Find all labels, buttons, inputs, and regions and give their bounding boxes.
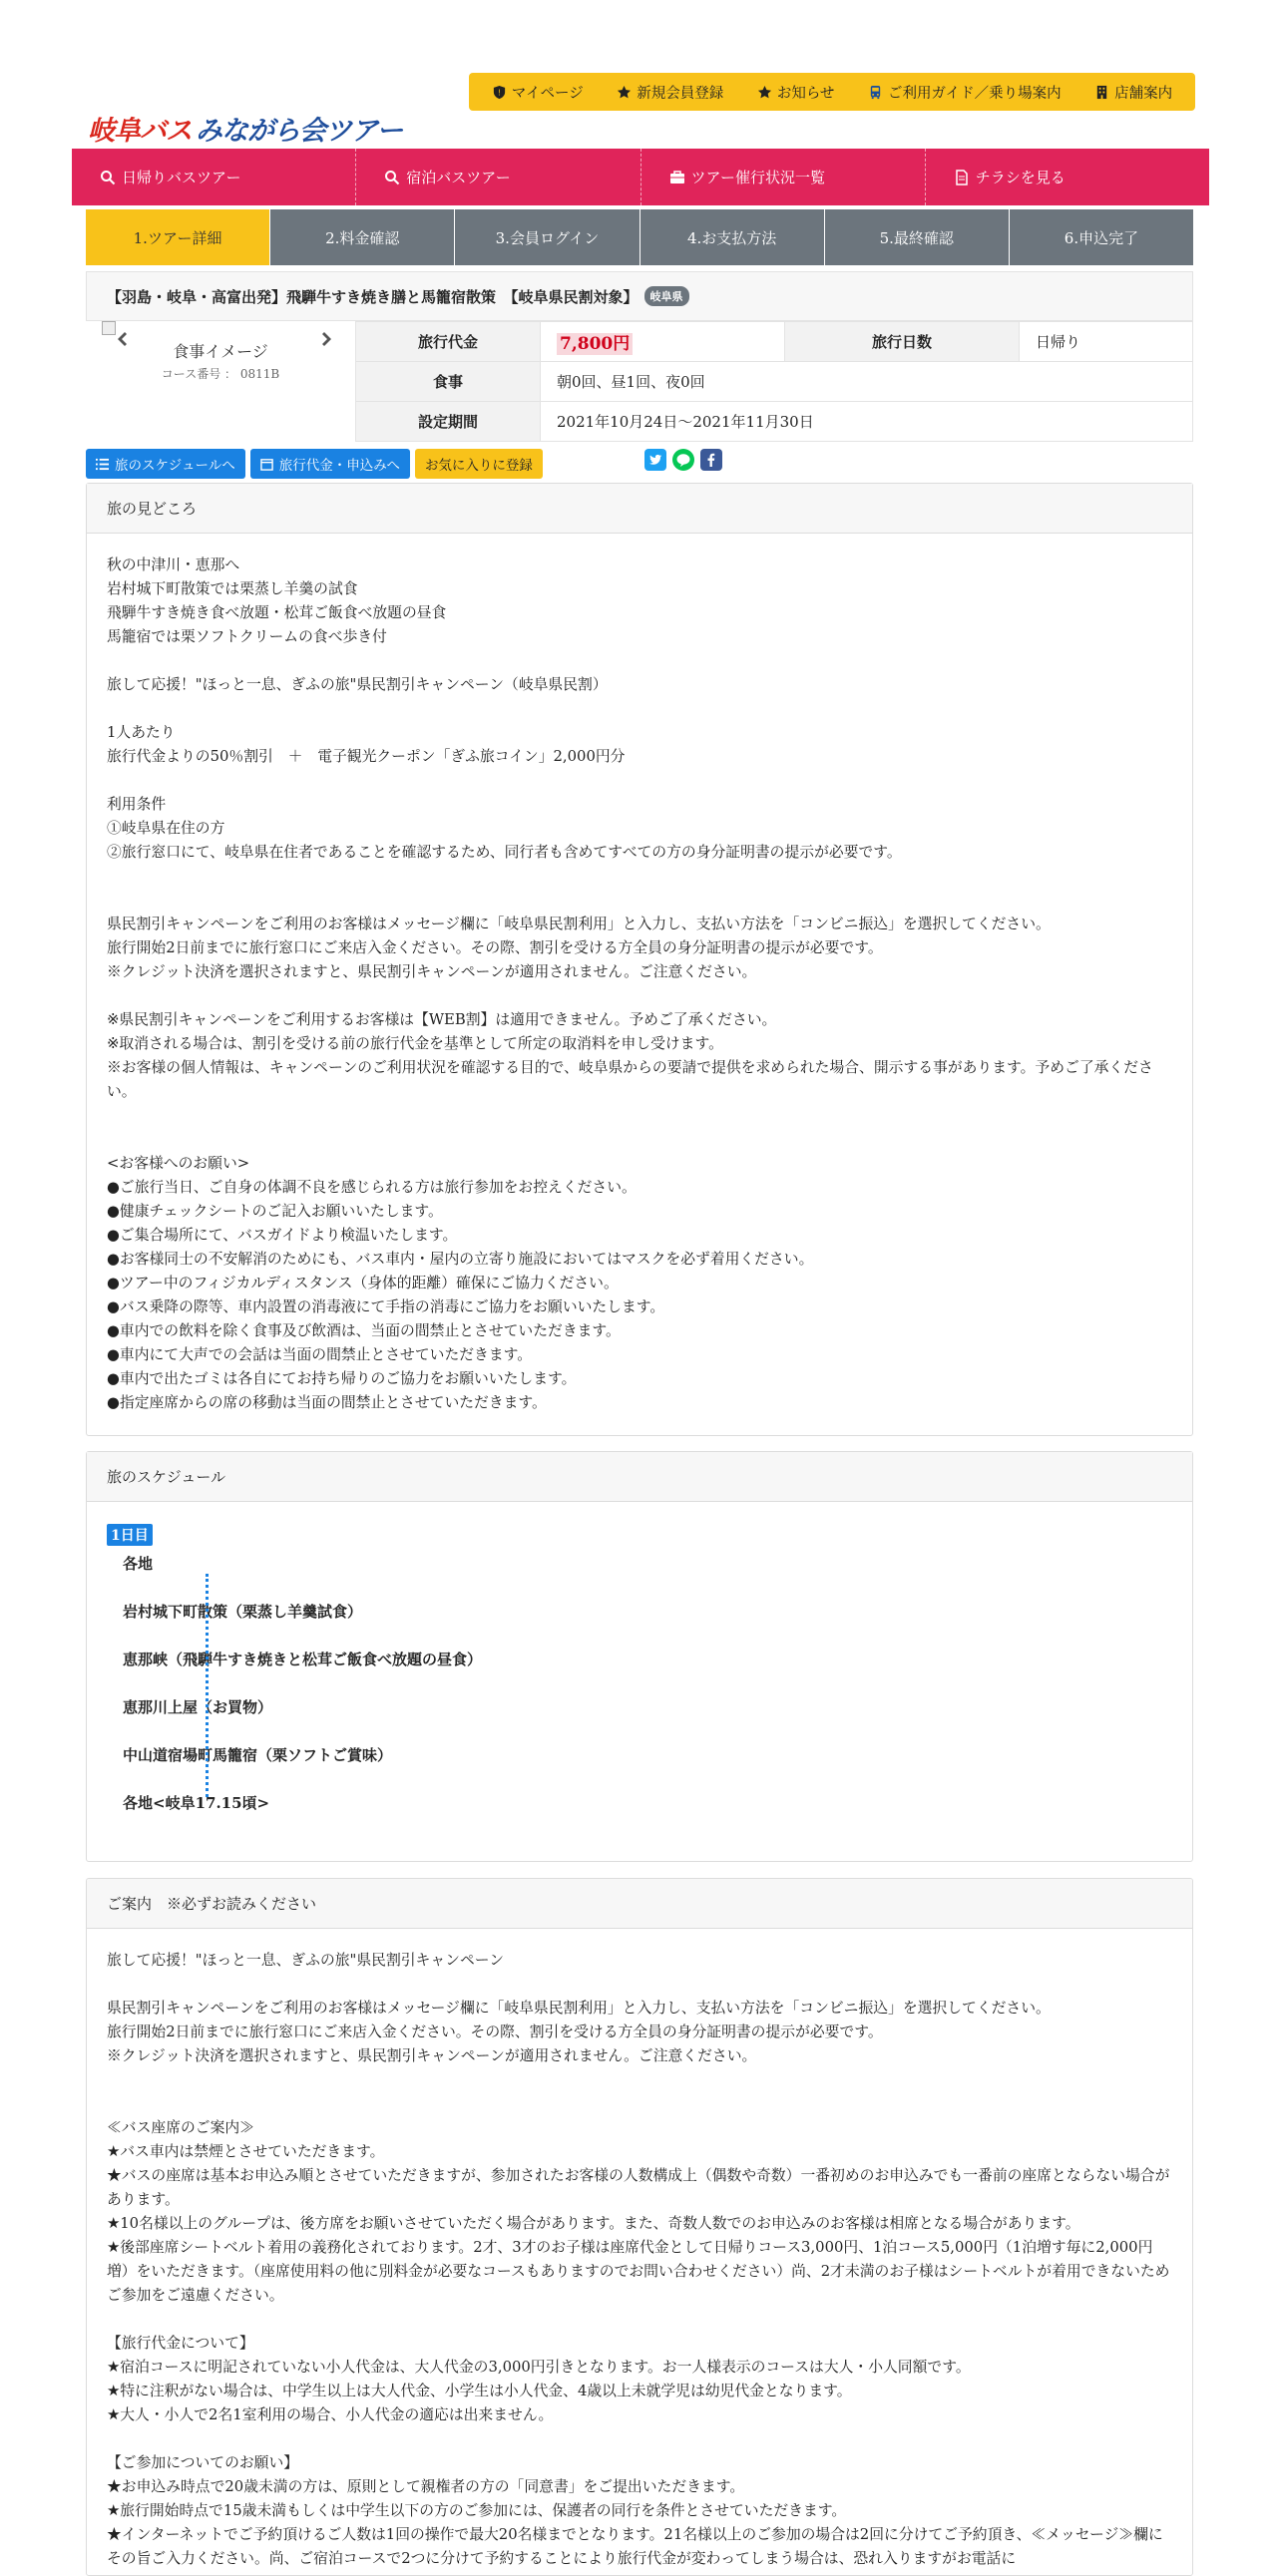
- news-label: お知らせ: [776, 85, 835, 102]
- region-badge: 岐阜県: [644, 286, 689, 306]
- apply-button[interactable]: [250, 449, 410, 479]
- document-icon: [954, 170, 970, 185]
- nav-stay-tour[interactable]: [356, 149, 640, 205]
- calendar-icon: [260, 458, 273, 471]
- briefcase-icon: [669, 170, 685, 185]
- tour-period: 2021年10月24日～2021年11月30日: [541, 402, 1193, 442]
- nav-stay-tour-label: 宿泊バスツアー: [406, 169, 511, 186]
- period-label: 設定期間: [356, 402, 541, 442]
- nav-day-tour[interactable]: [72, 149, 356, 205]
- step-tour-detail: 1.ツアー詳細: [86, 209, 270, 265]
- notice-header: ご案内 ※必ずお読みください: [87, 1879, 1192, 1929]
- schedule-button[interactable]: [86, 449, 245, 479]
- image-caption: 食事イメージ: [173, 342, 268, 361]
- store-label: 店舗案内: [1114, 85, 1173, 102]
- booking-steps: [86, 209, 1193, 265]
- building-icon: [1094, 85, 1109, 100]
- notice-card: [86, 1878, 1193, 2576]
- star-icon: [757, 85, 772, 100]
- schedule-item: 恵那川上屋（お買物）: [123, 1698, 273, 1716]
- schedule-card: [86, 1451, 1193, 1862]
- tour-spec-table: [355, 321, 1193, 442]
- schedule-item: 中山道宿場町馬籠宿（栗ソフトご賞味）: [123, 1746, 393, 1764]
- top-utility-nav: [469, 73, 1195, 111]
- course-code: コース番号 ： 0811B: [161, 367, 280, 381]
- schedule-body: [87, 1502, 1192, 1859]
- logo-gifu-bus: 岐阜バス: [88, 115, 192, 147]
- tour-title: 【羽島・岐阜・高富出発】飛騨牛すき焼き膳と馬籠宿散策 【岐阜県民割対象】: [107, 287, 639, 306]
- tour-title-bar: [86, 271, 1193, 321]
- step-payment: 4.お支払方法: [640, 209, 825, 265]
- twitter-icon[interactable]: [644, 449, 666, 471]
- mypage-link[interactable]: [492, 82, 584, 103]
- schedule-item: 恵那峡（飛騨牛すき焼きと松茸ご飯食べ放題の昼食）: [123, 1651, 483, 1668]
- days-label: 旅行日数: [785, 322, 1020, 362]
- favorite-button[interactable]: [415, 449, 543, 479]
- schedule-header: 旅のスケジュール: [87, 1452, 1192, 1502]
- line-icon[interactable]: [672, 449, 694, 471]
- schedule-button-label: 旅のスケジュールへ: [115, 458, 235, 474]
- main-nav: [72, 149, 1209, 205]
- tour-price: 7,800円: [557, 333, 633, 355]
- svg-text:!: !: [497, 87, 501, 97]
- step-final-confirm: 5.最終確認: [825, 209, 1010, 265]
- nav-tour-status[interactable]: [641, 149, 926, 205]
- site-logo[interactable]: [88, 112, 403, 147]
- nav-flyer[interactable]: [926, 149, 1209, 205]
- action-buttons: [86, 449, 543, 479]
- step-member-login: 3.会員ログイン: [455, 209, 640, 265]
- register-link[interactable]: [617, 82, 723, 103]
- star-icon: [617, 85, 632, 100]
- logo-minagara: みながら会ツアー: [196, 115, 403, 147]
- tour-meal: 朝0回、昼1回、夜0回: [541, 362, 1193, 402]
- nav-day-tour-label: 日帰りバスツアー: [122, 169, 241, 186]
- guide-label: ご利用ガイド／乗り場案内: [888, 85, 1062, 102]
- schedule-item: 岩村城下町散策（栗蒸し羊羹試食）: [123, 1603, 363, 1621]
- facebook-icon[interactable]: [700, 449, 722, 471]
- schedule-timeline: [123, 1552, 1172, 1839]
- price-label: 旅行代金: [356, 322, 541, 362]
- social-share: [644, 449, 722, 471]
- guide-link[interactable]: [868, 82, 1062, 103]
- apply-button-label: 旅行代金・申込みへ: [278, 458, 400, 474]
- store-link[interactable]: [1094, 82, 1172, 103]
- highlights-header: 旅の見どころ: [87, 484, 1192, 534]
- meal-label: 食事: [356, 362, 541, 402]
- search-icon: [384, 170, 400, 185]
- mypage-label: マイページ: [511, 85, 584, 102]
- schedule-item: 各地<岐阜17.15頃>: [123, 1794, 270, 1812]
- shield-icon: [492, 85, 507, 100]
- nav-flyer-label: チラシを見る: [975, 169, 1066, 186]
- schedule-item: 各地: [123, 1555, 154, 1573]
- step-complete: 6.申込完了: [1010, 209, 1193, 265]
- favorite-button-label: お気に入りに登録: [424, 458, 533, 474]
- highlights-card: [86, 483, 1193, 1436]
- news-link[interactable]: [757, 82, 835, 103]
- list-icon: [96, 458, 109, 471]
- register-label: 新規会員登録: [637, 85, 724, 102]
- step-price-check: 2.料金確認: [270, 209, 455, 265]
- timeline-line: [206, 1574, 209, 1797]
- tour-image-carousel: [86, 321, 355, 443]
- search-icon: [100, 170, 116, 185]
- bus-icon: [868, 85, 883, 100]
- tour-days: 日帰り: [1020, 322, 1193, 362]
- day-badge: 1日目: [107, 1524, 153, 1546]
- nav-tour-status-label: ツアー催行状況一覧: [690, 169, 826, 186]
- highlights-body: 秋の中津川・恵那へ 岩村城下町散策では栗蒸し羊羹の試食 飛騨牛すき焼き食べ放題・松茸ご飯食べ放題の昼食 馬籠宿では栗ソフトクリームの食べ歩き付 旅して応援！"ほっと一息、ぎふの旅"県民割引キャンペーン（岐阜県民割） 1人あたり 旅行代金よりの50％割引 ＋ 電子観光クーポン「ぎふ旅コイン」2,000円分 利用条件 ①岐阜県在住の方 ②旅行窓口にて、岐阜県在住者であることを確認するため、同行者も含めてすべての方の身分証明書の提示が必要です。 県民割引キャンペーンをご利用のお客様はメッセージ欄に「岐阜県民割利用」と入力し、支払い方法を「コンビニ振込」を選択してください。 旅行開始2日前までに旅行窓口にご来店入金ください。その際、割引を受ける方全員の身分証明書の提示が必要です。 ※クレジット決済を選択されますと、県民割引キャンペーンが適用されません。ご注意ください。 ※県民割引キャンペーンをご利用するお客様は【WEB割】は適用できません。予めご了承ください。 ※取消される場合は、割引を受ける前の旅行代金を基準として所定の取消料を申し受けます。 ※お客様の個人情報は、キャンペーンのご利用状況を確認する目的で、岐阜県からの要請で提供を求められた場合、開示する事があります。予めご了承ください。 <お客様へのお願い> ●ご旅行当日、ご自身の体調不良を感じられる方は旅行参加をお控えください。 ●健康チェックシートのご記入お願いいたします。 ●ご集合場所にて、バスガイドより検温いたします。 ●お客様同士の不安解消のためにも、バス車内・屋内の立寄り施設においてはマスクを必ず着用ください。 ●ツアー中のフィジカルディスタンス（身体的距離）確保にご協力ください。 ●バス乗降の際等、車内設置の消毒液にて手指の消毒にご協力をお願いいたします。 ●車内での飲料を除く食事及び飲酒は、当面の間禁止とさせていただきます。 ●車内にて大声での会話は当面の間禁止とさせていただきます。 ●車内で出たゴミは各自にてお持ち帰りのご協力をお願いいたします。 ●指定座席からの席の移動は当面の間禁止とさせていただきます。: [107, 556, 1153, 1411]
- notice-body: 旅して応援！"ほっと一息、ぎふの旅"県民割引キャンペーン 県民割引キャンペーンをご利用のお客様はメッセージ欄に「岐阜県民割利用」と入力し、支払い方法を「コンビニ振込」を選択してください。 旅行開始2日前までに旅行窓口にご来店入金ください。その際、割引を受ける方全員の身分証明書の提示が必要です。 ※クレジット決済を選択されますと、県民割引キャンペーンが適用されません。ご注意ください。 ≪バス座席のご案内≫ ★バス車内は禁煙とさせていただきます。 ★バスの座席は基本お申込み順とさせていただきますが、参加されたお客様の人数構成上（偶数や奇数）一番初めのお申込みでも一番前の座席とならない場合があります。 ★10名様以上のグループは、後方席をお願いさせていただく場合があります。また、奇数人数でのお申込みのお客様は相席となる場合があります。 ★後部座席シートベルト着用の義務化されております。2才、3才のお子様は座席代金として日帰りコース3,000円、1泊コース5,000円（1泊増す毎に2,000円増）をいただきます。（座席使用料の他に別料金が必要なコースもありますのでお問い合わせください）尚、2才未満のお子様はシートベルトが着用できないためご参加をご遠慮ください。 【旅行代金について】 ★宿泊コースに明記されていない小人代金は、大人代金の3,000円引きとなります。お一人様表示のコースは大人・小人同額です。 ★特に注釈がない場合は、中学生以上は大人代金、小学生は小人代金、4歳以上未就学児は幼児代金となります。 ★大人・小人で2名1室利用の場合、小人代金の適応は出来ません。 【ご参加についてのお願い】 ★お申込み時点で20歳未満の方は、原則として親権者の方の「同意書」をご提出いただきます。 ★旅行開始時点で15歳未満もしくは中学生以下の方のご参加には、保護者の同行を条件とさせていただきます。 ★インターネットでご予約頂けるご人数は1回の操作で最大20名様までとなります。21名様以上のご参加の場合は2回に分けてご予約頂き、≪メッセージ≫欄にその旨ご入力ください。尚、ご宿泊コースで2つに分けて予約することにより旅行代金が変わってしまう場合は、恐れ入りますがお電話に: [107, 1952, 1170, 2567]
